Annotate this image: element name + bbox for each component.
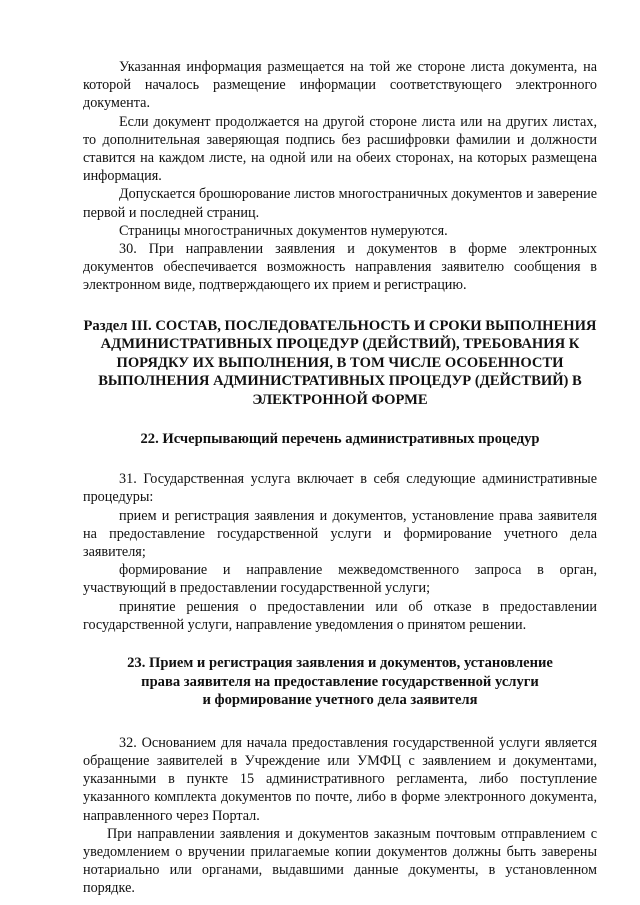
section-3-title: Раздел III. СОСТАВ, ПОСЛЕДОВАТЕЛЬНОСТЬ И СРОКИ ВЫПОЛНЕНИЯ АДМИНИСТРАТИВНЫХ ПРОЦЕДУР (ДЕЙСТВИЙ), ТРЕБОВАНИЯ К ПОРЯДКУ ИХ ВЫПОЛНЕНИЯ, В ТОМ ЧИСЛЕ ОСОБЕННОСТИ ВЫПОЛНЕНИЯ АДМИНИСТРАТИВНЫХ ПРОЦЕДУР (ДЕЙСТВИЙ) В ЭЛЕКТРОННОЙ ФОРМЕ [83, 317, 597, 409]
paragraph-page-numbering: Страницы многостраничных документов нумеруются. [119, 222, 448, 239]
paragraph-binding: Допускается брошюрование листов многостраничных документов и заверение первой и последней страниц. [83, 186, 597, 221]
subsection-23-title [83, 654, 597, 710]
paragraph-placement-info: Указанная информация размещается на той же стороне листа документа, на которой началось размещение информации соответствующего электронного документа. [83, 59, 597, 112]
paragraph-postal-submission: При направлении заявления и документов заказным почтовым отправлением с уведомлением о вручении прилагаемые копии документов должны быть заверены нотариально или органами, выдавшими данные документы, в установленном порядке. [83, 825, 597, 897]
document-page [83, 58, 597, 898]
list-item-procedure-3: принятие решения о предоставлении или об отказе в предоставлении государственной услуги, направление уведомления о принятом решении. [83, 598, 597, 633]
list-item-procedure-1: прием и регистрация заявления и документов, установление права заявителя на предоставление государственной услуги и формирование учетного дела заявителя; [83, 507, 597, 561]
paragraph-multi-sheet-signature: Если документ продолжается на другой стороне листа или на других листах, то дополнительная заверяющая подпись без расшифровки фамилии и должности ставится на каждом листе, на одной или на обеих сторонах, на которых размещена информация. [83, 113, 597, 185]
subsection-23-title-line-2: права заявителя на предоставление государственной услуги [141, 673, 539, 690]
paragraph-item-31: 31. Государственная услуга включает в себя следующие административные процедуры: [83, 471, 597, 506]
list-item-procedure-2: формирование и направление межведомственного запроса в орган, участвующий в предоставлении государственной услуги; [83, 562, 597, 597]
subsection-23-title-line-1: 23. Прием и регистрация заявления и документов, установление [127, 655, 553, 672]
paragraph-item-32: 32. Основанием для начала предоставления государственной услуги является обращение заявителей в Учреждение или УМФЦ с заявлением и документами, указанными в пункте 15 административного регламента, либо поступление указанного комплекта документов по почте, либо в форме электронного документа, направленного через Портал. [83, 734, 597, 824]
paragraph-item-30: 30. При направлении заявления и документов в форме электронных документов обеспечивается возможность направления заявителю сообщения в электронном виде, подтверждающего их прием и регистрацию. [83, 241, 597, 294]
subsection-23-title-line-3: и формирование учетного дела заявителя [202, 692, 478, 709]
subsection-22-title: 22. Исчерпывающий перечень административных процедур [140, 430, 540, 447]
